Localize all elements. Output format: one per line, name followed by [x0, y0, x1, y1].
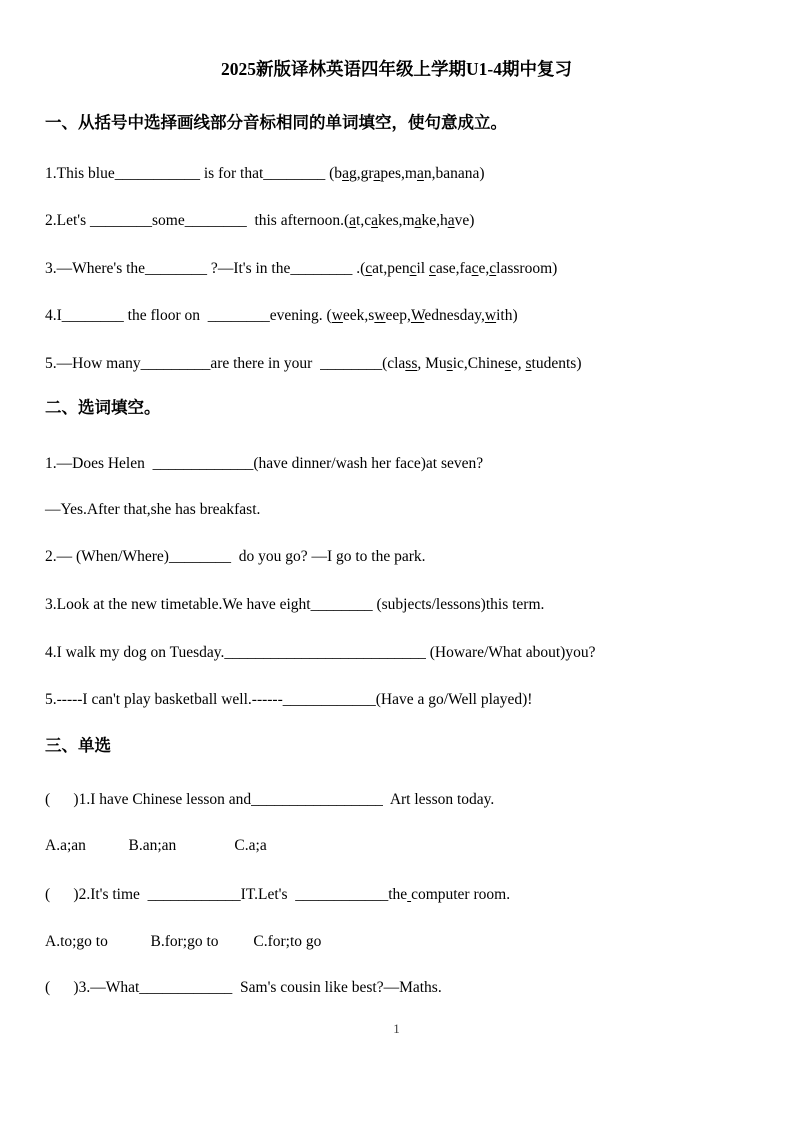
- choices-line-3-2: A.to;go to B.for;go to C.for;to go: [45, 933, 322, 950]
- choices-line-3-1: A.a;an B.an;an C.a;a: [45, 837, 267, 854]
- section-3-heading: 三、单选: [45, 737, 111, 755]
- exercise-line-1-3: 3.—Where's the________ ?—It's in the________ .(cat,pencil case,face,classroom): [45, 260, 558, 277]
- exercise-line-1-1: 1.This blue___________ is for that________ (bag,grapes,man,banana): [45, 165, 485, 182]
- exercise-line-1-4: 4.I________ the floor on ________evening. (week,sweep,Wednesday,with): [45, 307, 518, 324]
- section-2-heading: 二、选词填空。: [45, 399, 161, 417]
- exercise-line-1-2: 2.Let's ________some________ this afternoon.(at,cakes,make,have): [45, 212, 475, 229]
- exercise-line-2-3: 3.Look at the new timetable.We have eight________ (subjects/lessons)this term.: [45, 596, 545, 613]
- exercise-line-2-2: 2.— (When/Where)________ do you go? —I go to the park.: [45, 548, 426, 565]
- exercise-line-3-1: ( )1.I have Chinese lesson and_________________ Art lesson today.: [45, 791, 495, 808]
- section-1-heading: 一、从括号中选择画线部分音标相同的单词填空，使句意成立。: [45, 114, 507, 132]
- exercise-line-2-1: 1.—Does Helen _____________(have dinner/wash her face)at seven?: [45, 455, 484, 472]
- exercise-line-1-5: 5.—How many_________are there in your ________(class, Music,Chinese, students): [45, 355, 582, 372]
- exercise-line-3-2: ( )2.It's time ____________IT.Let's ____________the computer room.: [45, 886, 511, 903]
- exercise-line-2-5: 5.-----I can't play basketball well.------____________(Have a go/Well played)!: [45, 691, 533, 708]
- exercise-line-3-3: ( )3.—What____________ Sam's cousin like best?—Maths.: [45, 979, 442, 996]
- exercise-line-2-4: 4.I walk my dog on Tuesday.__________________________ (Howare/What about)you?: [45, 644, 596, 661]
- page-number: 1: [393, 1021, 400, 1036]
- document-title: 2025新版译林英语四年级上学期U1-4期中复习: [221, 59, 572, 79]
- exercise-line-2-1b: —Yes.After that,she has breakfast.: [45, 501, 261, 518]
